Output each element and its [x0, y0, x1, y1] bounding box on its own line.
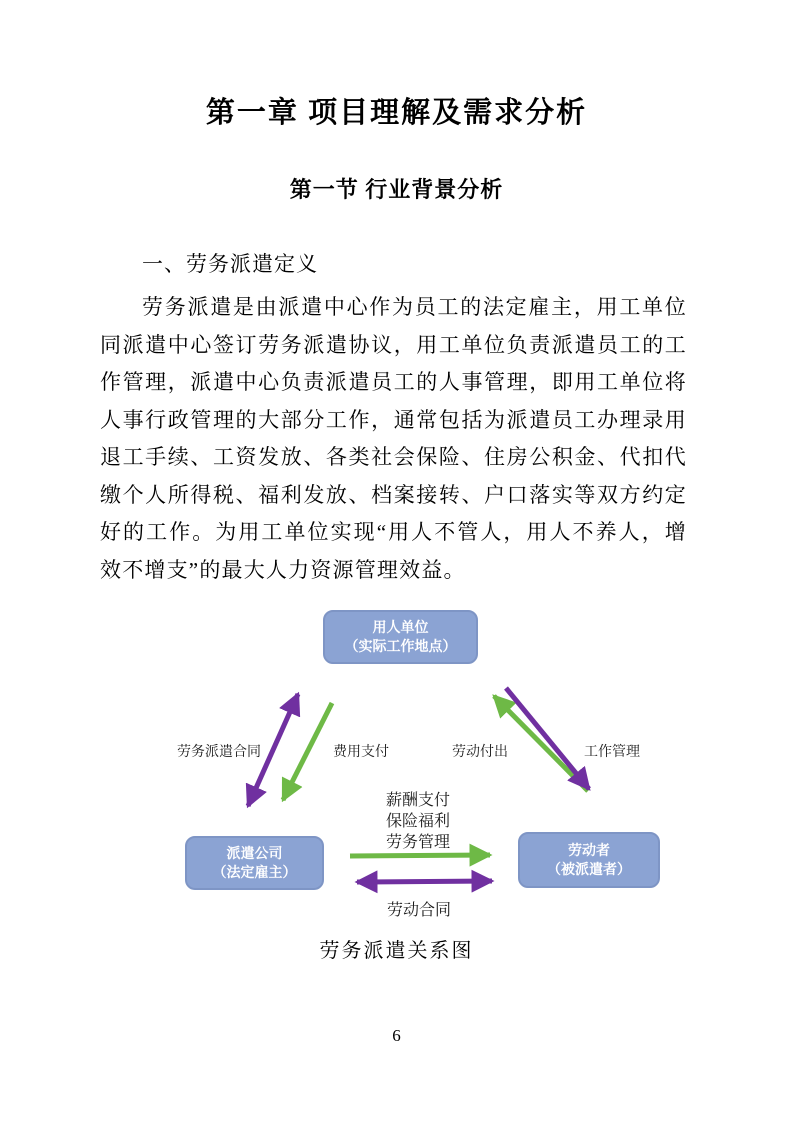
- node-worker-title: 劳动者: [568, 842, 610, 858]
- node-worker: [518, 832, 660, 888]
- arrow-labor-output: [494, 696, 588, 791]
- label-labor-management: 劳务管理: [386, 834, 451, 851]
- body-paragraph: 劳务派遣是由派遣中心作为员工的法定雇主，用工单位同派遣中心签订劳务派遣协议，用工单位负责派遣员工的工作管理，派遣中心负责派遣员工的人事管理，即用工单位将人事行政管理的大部分工作，通常包括为派遣员工办理录用退工手续、工资发放、各类社会保险、住房公积金、代扣代缴个人所得税、福利发放、档案接转、户口落实等双方约定好的工作。为用工单位实现“用人不管人，用人不养人，增效不增支”的最大人力资源管理效益。: [100, 295, 687, 582]
- label-insurance-welfare: 保险福利: [386, 813, 451, 830]
- node-worker-subtitle: （被派遣者）: [547, 861, 631, 877]
- label-labor-output: 劳动付出: [452, 743, 508, 759]
- label-agency-services: [386, 790, 450, 853]
- arrow-labor-contract: [357, 881, 492, 882]
- arrow-agency-services: [350, 855, 490, 856]
- section-title: 第一节 行业背景分析: [289, 177, 504, 202]
- label-fee-payment: 费用支付: [333, 743, 389, 759]
- node-employer-title: 用人单位: [372, 619, 429, 635]
- arrow-fee-payment: [283, 703, 332, 800]
- arrow-work-management: [506, 688, 589, 789]
- chapter-title: 第一章 项目理解及需求分析: [205, 97, 588, 129]
- paragraph-heading: 一、劳务派遣定义: [142, 252, 318, 276]
- node-agency-subtitle: （法定雇主）: [212, 864, 297, 880]
- node-agency-title: 派遣公司: [226, 845, 283, 861]
- label-work-management: 工作管理: [584, 743, 640, 759]
- body-content: [100, 249, 687, 589]
- node-employer: [323, 610, 478, 664]
- labor-dispatch-diagram: [0, 590, 793, 970]
- node-agency: [185, 836, 324, 890]
- label-labor-contract: 劳动合同: [387, 902, 452, 919]
- label-dispatch-contract: 劳务派遣合同: [177, 743, 261, 759]
- page-number: 6: [392, 1026, 401, 1045]
- node-employer-subtitle: （实际工作地点）: [344, 638, 457, 654]
- label-salary-payment: 薪酬支付: [386, 792, 451, 809]
- diagram-caption: 劳务派遣关系图: [319, 940, 474, 962]
